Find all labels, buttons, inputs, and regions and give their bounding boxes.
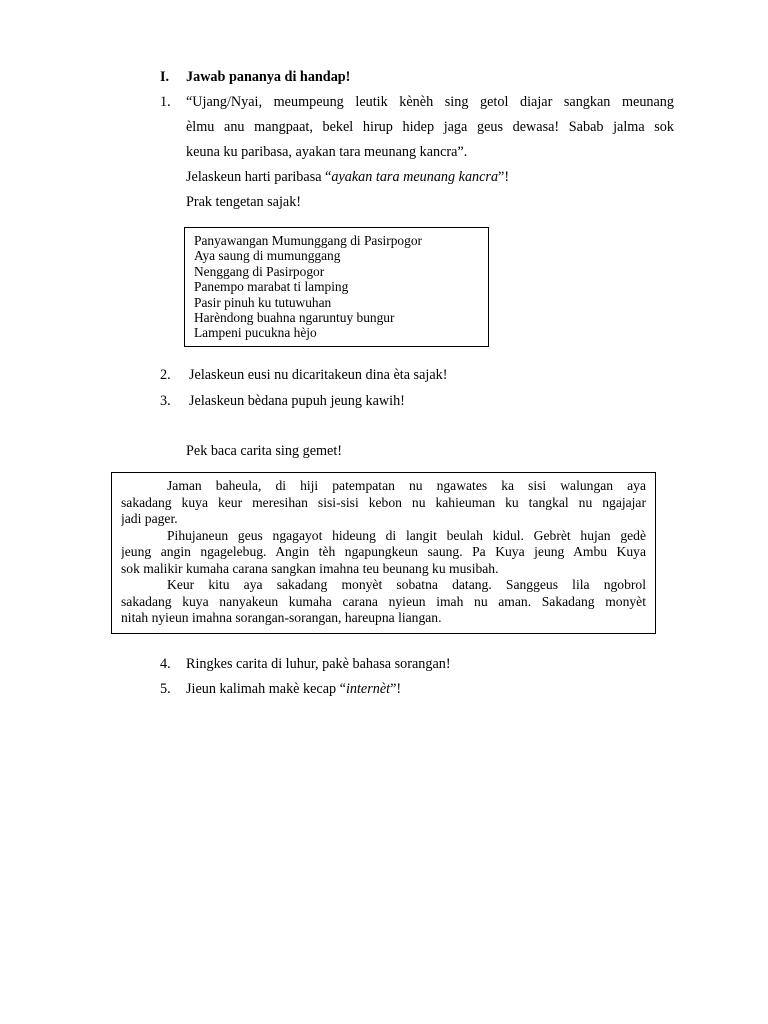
poem-line: Pasir pinuh ku tutuwuhan bbox=[194, 294, 332, 310]
q5-prefix: Jieun kalimah makè kecap “ bbox=[186, 681, 346, 697]
question-1-explain bbox=[186, 168, 509, 186]
question-2-number: 2. bbox=[160, 367, 171, 383]
story-row: Pihujaneun geus ngagayot hideung di langit beulah kidul. Gebrèt hujan gedè bbox=[167, 527, 646, 543]
question-3-number: 3. bbox=[160, 393, 171, 409]
section-numeral: I. bbox=[160, 69, 170, 85]
story-row: Keur kitu aya sakadang monyèt sobatna datang. Sanggeus lila ngobrol bbox=[167, 577, 646, 592]
poem-instruction: Prak tengetan sajak! bbox=[186, 194, 302, 210]
explain-prefix: Jelaskeun harti paribasa “ bbox=[186, 169, 332, 185]
question-1-line-3: keuna ku paribasa, ayakan tara meunang kancra”. bbox=[186, 144, 468, 160]
poem-box bbox=[184, 227, 489, 347]
poem-line: Nenggang di Pasirpogor bbox=[194, 263, 325, 279]
story-row: jadi pager. bbox=[121, 511, 178, 526]
story-row: nitah nyieun imahna sorangan-sorangan, hareupna liangan. bbox=[121, 610, 442, 625]
q5-suffix: ”! bbox=[390, 681, 402, 697]
poem-line: Lampeni pucukna hèjo bbox=[194, 325, 317, 341]
question-3-text: Jelaskeun bèdana pupuh jeung kawih! bbox=[189, 393, 405, 409]
question-4-text: Ringkes carita di luhur, pakè bahasa sorangan! bbox=[186, 656, 451, 672]
story-row: sakadang kuya nanyakeun kumaha carana nyieun imah nu aman. Sakadang monyèt bbox=[121, 593, 646, 609]
section-heading: Jawab pananya di handap! bbox=[186, 69, 351, 85]
story-row: Jaman baheula, di hiji patempatan nu ngawates ka sisi walungan aya bbox=[167, 478, 646, 493]
poem-title: Panyawangan Mumunggang di Pasirpogor bbox=[194, 233, 422, 248]
poem-line: Harèndong buahna ngaruntuy bungur bbox=[194, 310, 395, 326]
question-2-text: Jelaskeun eusi nu dicaritakeun dina èta sajak! bbox=[189, 367, 448, 383]
reading-instruction: Pek baca carita sing gemet! bbox=[186, 443, 342, 459]
question-1-line-2: èlmu anu mangpaat, bekel hirup hidep jaga geus dewasa! Sabab jalma sok bbox=[186, 119, 674, 135]
question-4-number: 4. bbox=[160, 656, 171, 672]
proverb-italic: ayakan tara meunang kancra bbox=[331, 169, 499, 185]
q5-italic-word: internèt bbox=[345, 681, 391, 697]
poem-line: Aya saung di mumunggang bbox=[194, 248, 341, 264]
story-row: sakadang kuya keur meresihan sisi-sisi kebon nu kahieuman ku tangkal nu ngajajar bbox=[121, 494, 646, 510]
question-5-number: 5. bbox=[160, 681, 171, 697]
explain-suffix: ”! bbox=[498, 169, 510, 185]
question-1-line-1: “Ujang/Nyai, meumpeung leutik kènèh sing getol diajar sangkan meunang bbox=[186, 94, 674, 110]
question-1-number: 1. bbox=[160, 94, 171, 110]
story-row: sok malikir kumaha carana sangkan imahna teu beunang ku musibah. bbox=[121, 560, 499, 576]
story-box bbox=[111, 472, 656, 634]
story-row: jeung angin ngagelebug. Angin tèh ngapungkeun saung. Pa Kuya jeung Ambu Kuya bbox=[121, 544, 646, 559]
question-5-text bbox=[186, 680, 401, 698]
poem-line: Panempo marabat ti lamping bbox=[194, 279, 349, 295]
